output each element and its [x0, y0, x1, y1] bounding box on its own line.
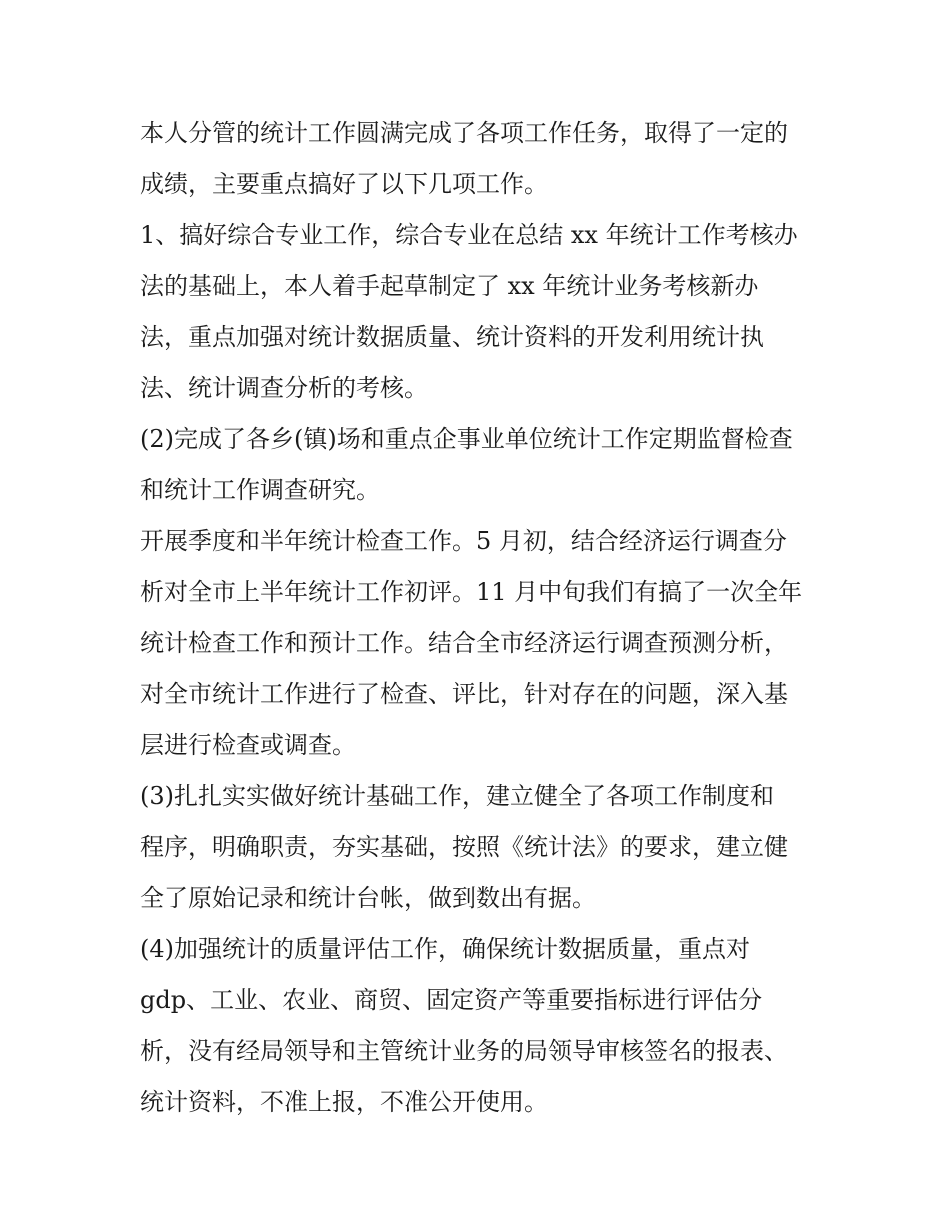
document-body — [140, 108, 820, 1128]
text-line: (2)完成了各乡(镇)场和重点企事业单位统计工作定期监督检查 — [140, 425, 793, 453]
text-line: 析对全市上半年统计工作初评。11 月中旬我们有搞了一次全年 — [140, 578, 803, 606]
text-line: 本人分管的统计工作圆满完成了各项工作任务，取得了一定的 — [140, 119, 788, 147]
text-line: 1、搞好综合专业工作，综合专业在总结 xx 年统计工作考核办 — [140, 221, 798, 249]
text-line: 成绩，主要重点搞好了以下几项工作。 — [140, 170, 548, 198]
text-line: 法、统计调查分析的考核。 — [140, 374, 428, 402]
text-line: 法，重点加强对统计数据质量、统计资料的开发利用统计执 — [140, 323, 764, 351]
text-line: 统计资料，不准上报，不准公开使用。 — [140, 1088, 548, 1116]
text-line: (3)扎扎实实做好统计基础工作，建立健全了各项工作制度和 — [140, 782, 774, 810]
text-line: 全了原始记录和统计台帐，做到数出有据。 — [140, 884, 596, 912]
text-line: 程序，明确职责，夯实基础，按照《统计法》的要求，建立健 — [140, 833, 788, 861]
text-line: 开展季度和半年统计检查工作。5 月初，结合经济运行调查分 — [140, 527, 787, 555]
text-line: 统计检查工作和预计工作。结合全市经济运行调查预测分析， — [140, 629, 788, 657]
text-line: 和统计工作调查研究。 — [140, 476, 380, 504]
text-line: gdp、工业、农业、商贸、固定资产等重要指标进行评估分 — [140, 986, 763, 1014]
text-line: (4)加强统计的质量评估工作，确保统计数据质量，重点对 — [140, 935, 750, 963]
text-line: 析，没有经局领导和主管统计业务的局领导审核签名的报表、 — [140, 1037, 788, 1065]
text-line: 层进行检查或调查。 — [140, 731, 356, 759]
text-line: 对全市统计工作进行了检查、评比，针对存在的问题，深入基 — [140, 680, 788, 708]
text-line: 法的基础上，本人着手起草制定了 xx 年统计业务考核新办 — [140, 272, 759, 300]
